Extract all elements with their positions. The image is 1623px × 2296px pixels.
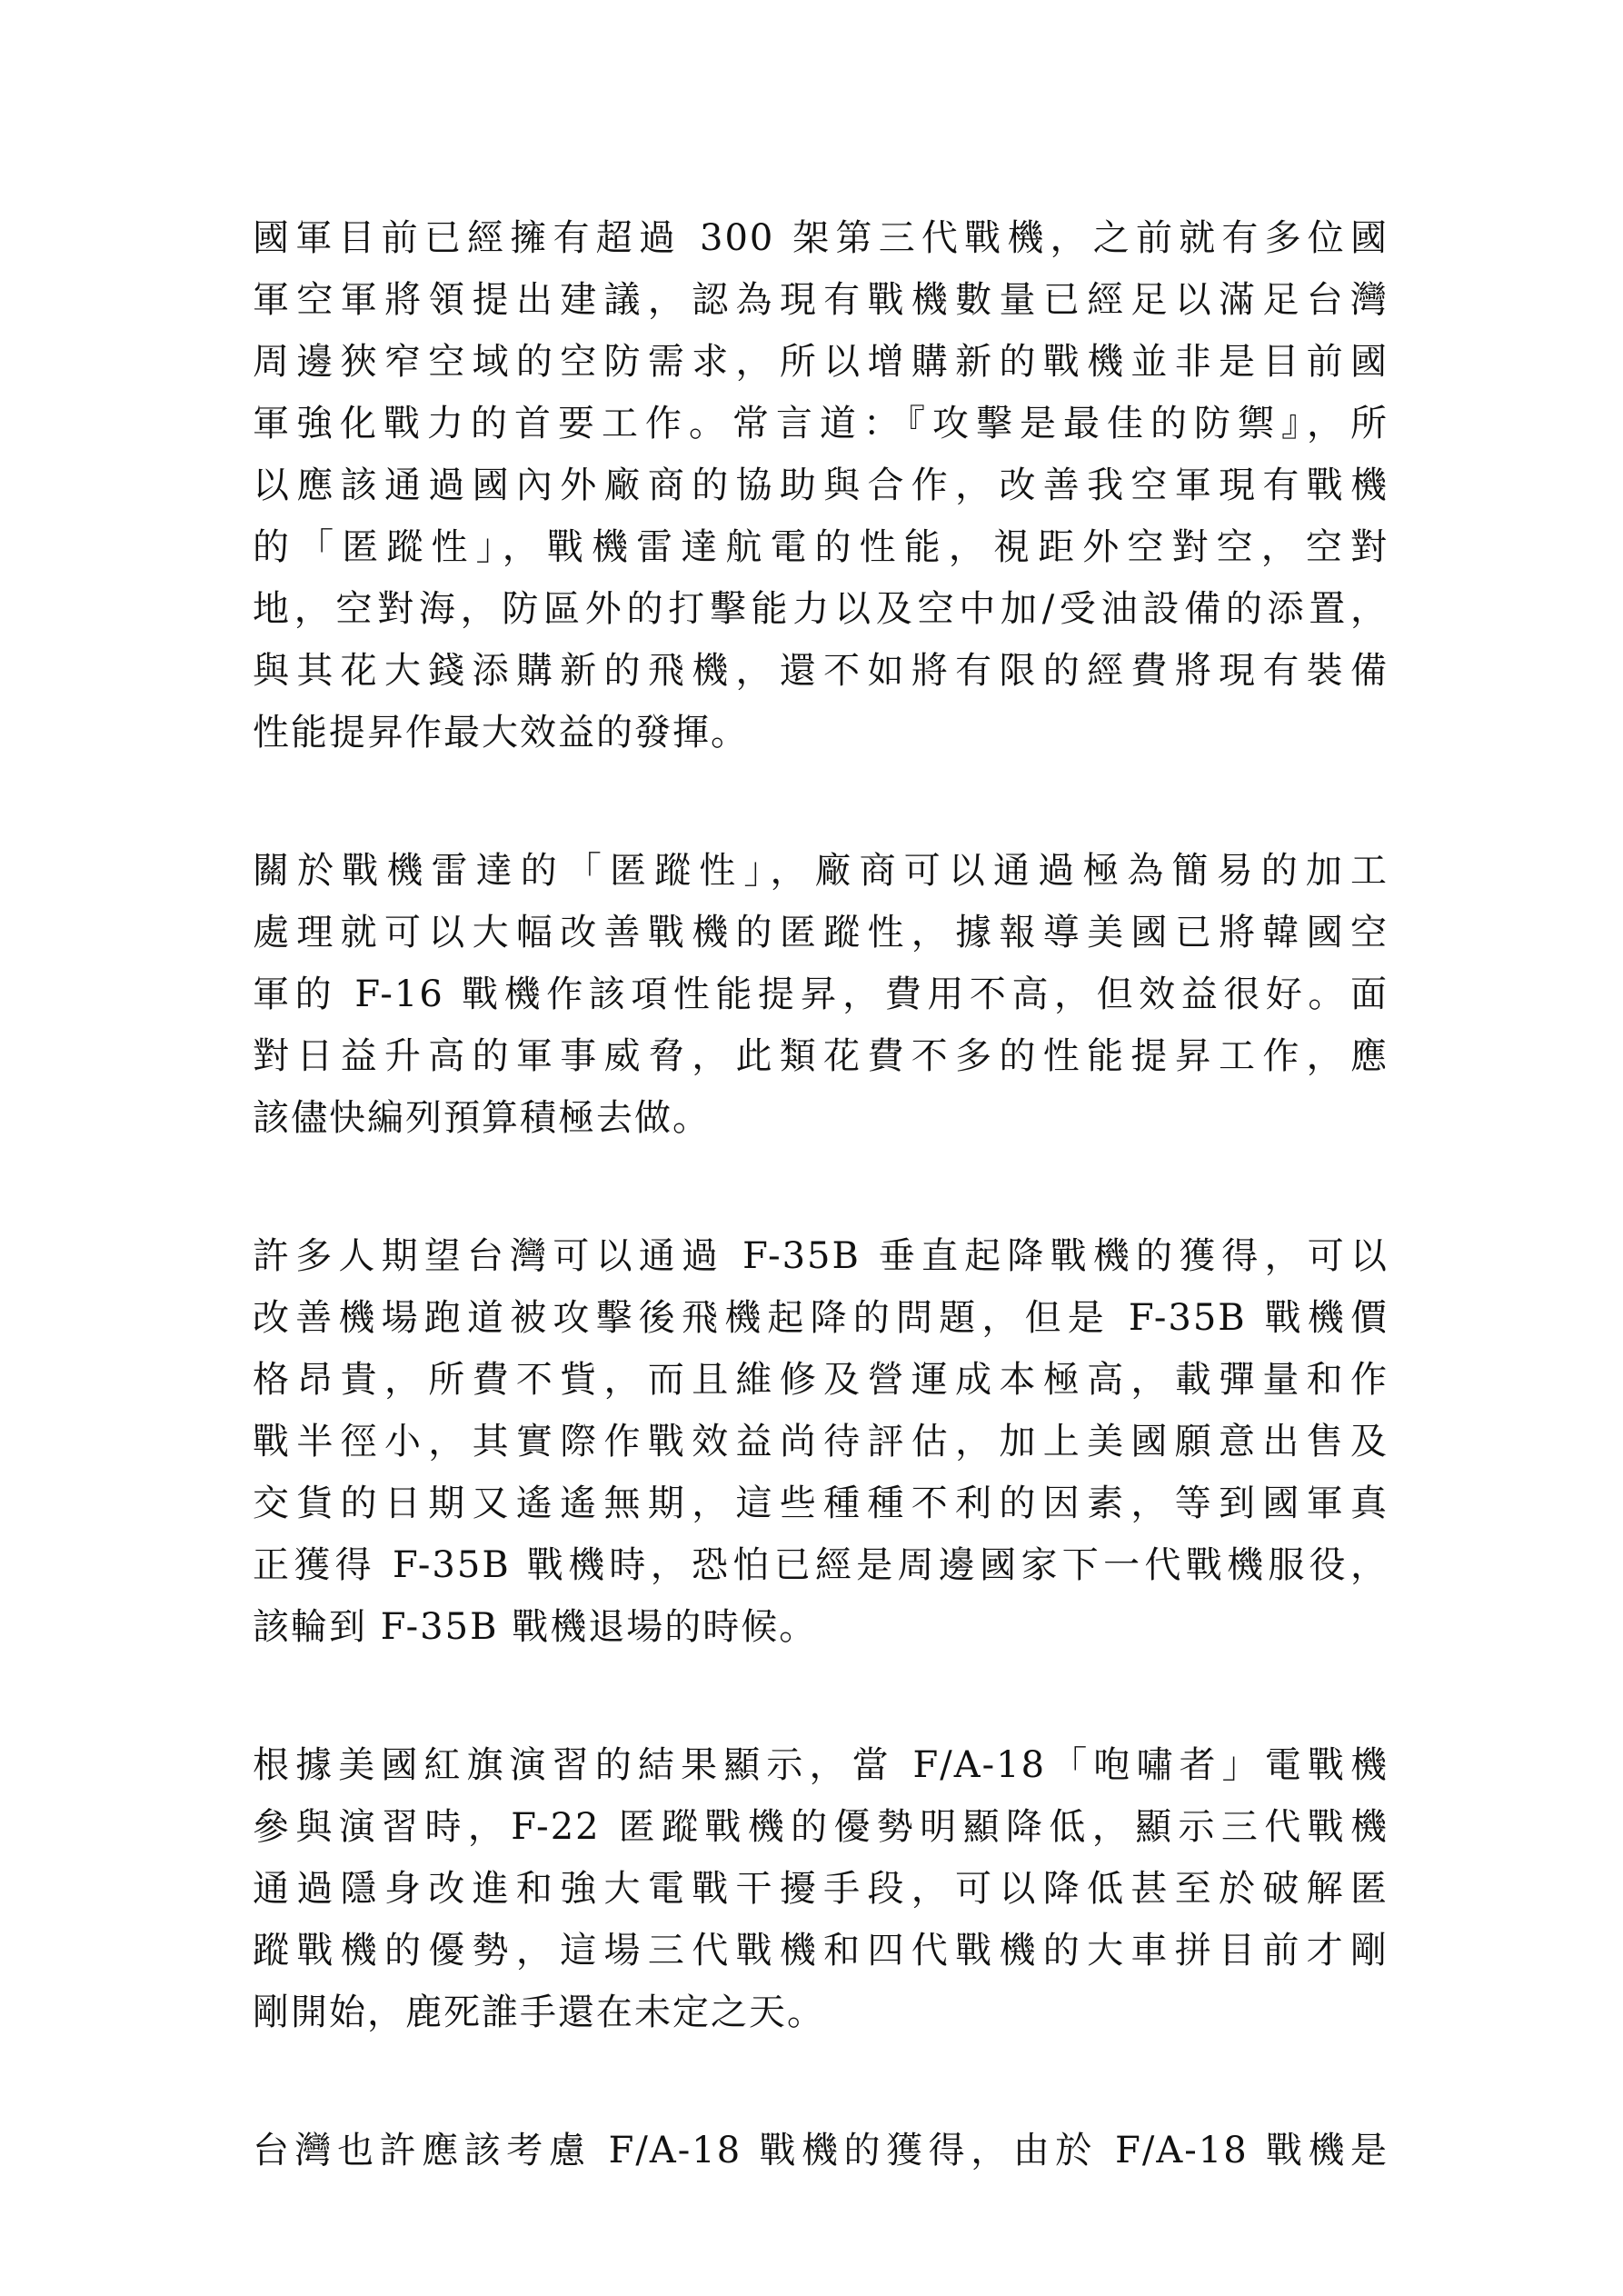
text-line: 性能提昇作最大效益的發揮。 — [253, 712, 749, 754]
text-line: 通過隱身改進和強大電戰干擾手段，可以降低甚至於破解匿 — [253, 1868, 1389, 1910]
text-line: 與其花大錢添購新的飛機，還不如將有限的經費將現有裝備 — [253, 650, 1389, 692]
text-line: 關於戰機雷達的「匿蹤性」，廠商可以通過極為簡易的加工 — [253, 850, 1389, 892]
text-line: 的「匿蹤性」，戰機雷達航電的性能，視距外空對空，空對 — [253, 526, 1389, 568]
text-line: 許多人期望台灣可以通過 F-35B 垂直起降戰機的獲得，可以 — [253, 1235, 1389, 1277]
text-line: 軍的 F-16 戰機作該項性能提昇，費用不高，但效益很好。面 — [253, 973, 1389, 1015]
text-line: 戰半徑小，其實際作戰效益尚待評估，加上美國願意出售及 — [253, 1421, 1389, 1462]
text-line: 軍空軍將領提出建議，認為現有戰機數量已經足以滿足台灣 — [253, 279, 1389, 321]
paragraph-3 — [253, 1225, 1389, 1658]
text-line: 參與演習時，F-22 匿蹤戰機的優勢明顯降低，顯示三代戰機 — [253, 1806, 1389, 1848]
paragraph-1 — [253, 207, 1389, 764]
text-line: 對日益升高的軍事威脅，此類花費不多的性能提昇工作，應 — [253, 1035, 1389, 1077]
paragraph-2 — [253, 840, 1389, 1149]
text-line: 以應該通過國內外廠商的協助與合作，改善我空軍現有戰機 — [253, 464, 1389, 506]
text-line: 改善機場跑道被攻擊後飛機起降的問題，但是 F-35B 戰機價 — [253, 1297, 1389, 1339]
text-line: 蹤戰機的優勢，這場三代戰機和四代戰機的大車拼目前才剛 — [253, 1930, 1389, 1972]
text-line: 地，空對海，防區外的打擊能力以及空中加/受油設備的添置， — [253, 588, 1389, 630]
text-line: 該輪到 F-35B 戰機退場的時候。 — [253, 1606, 818, 1648]
text-line: 交貨的日期又遙遙無期，這些種種不利的因素，等到國軍真 — [253, 1482, 1389, 1524]
text-line: 剛開始，鹿死誰手還在未定之天。 — [253, 1992, 825, 2033]
text-line: 正獲得 F-35B 戰機時，恐怕已經是周邊國家下一代戰機服役， — [253, 1544, 1389, 1586]
text-line: 處理就可以大幅改善戰機的匿蹤性，據報導美國已將韓國空 — [253, 912, 1389, 953]
text-line: 軍強化戰力的首要工作。常言道：『攻擊是最佳的防禦』，所 — [253, 403, 1389, 444]
paragraph-4 — [253, 1734, 1389, 2043]
text-line: 根據美國紅旗演習的結果顯示，當 F/A-18「咆嘯者」電戰機 — [253, 1744, 1389, 1786]
text-line: 周邊狹窄空域的空防需求，所以增購新的戰機並非是目前國 — [253, 341, 1389, 383]
paragraph-5 — [253, 2120, 1389, 2181]
body-text — [253, 207, 1389, 2258]
text-line: 台灣也許應該考慮 F/A-18 戰機的獲得，由於 F/A-18 戰機是 — [253, 2130, 1389, 2171]
text-line: 格昂貴，所費不貲，而且維修及營運成本極高，載彈量和作 — [253, 1359, 1389, 1401]
text-line: 國軍目前已經擁有超過 300 架第三代戰機，之前就有多位國 — [253, 217, 1389, 259]
text-line: 該儘快編列預算積極去做。 — [253, 1097, 711, 1139]
